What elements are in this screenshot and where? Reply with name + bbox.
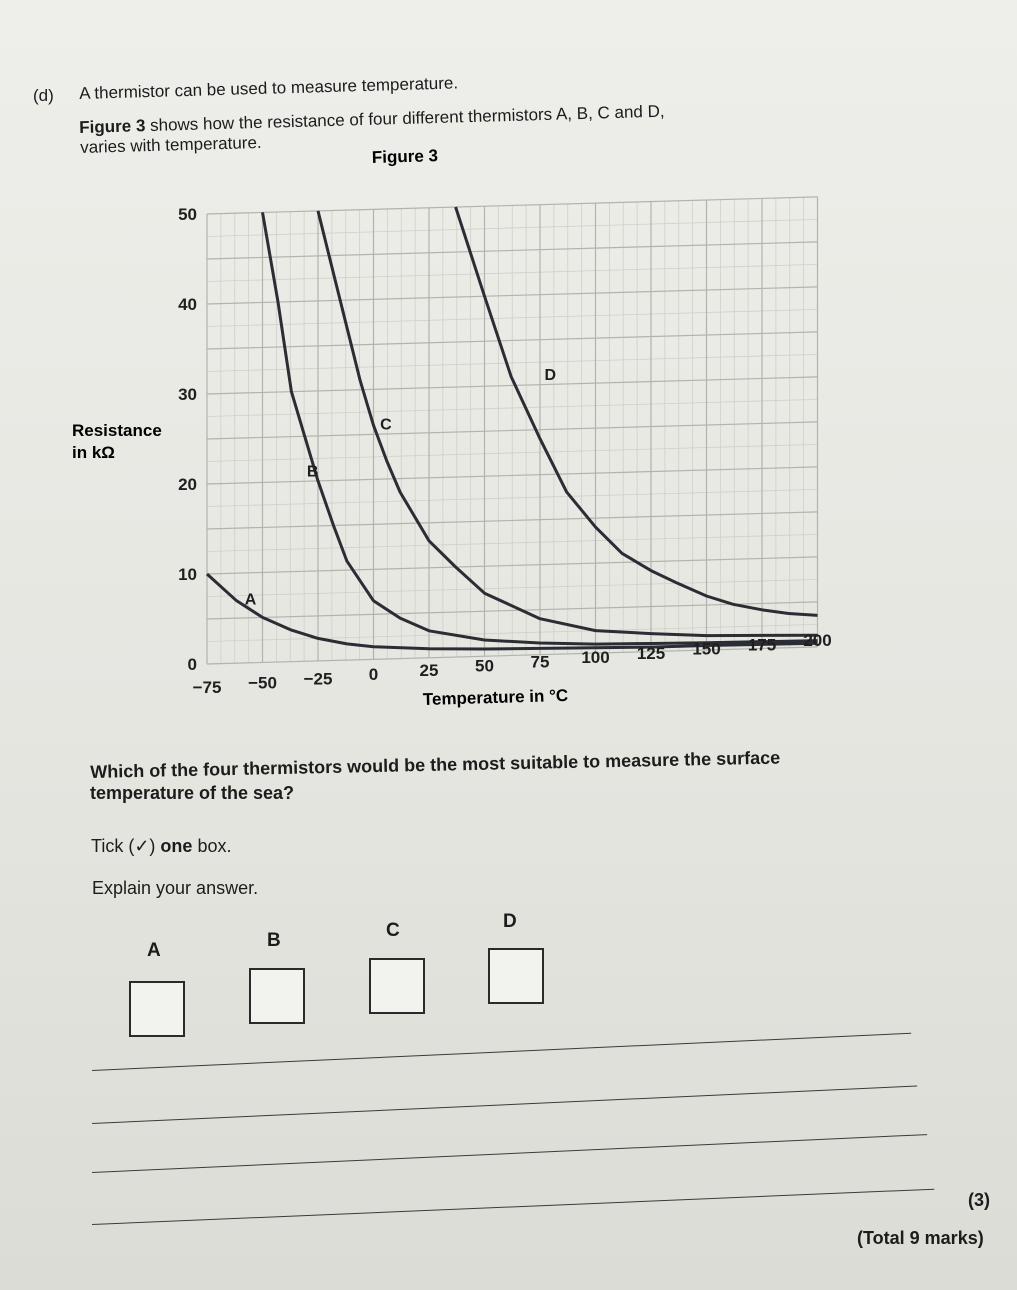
figure-reference-line2: varies with temperature. xyxy=(80,132,262,157)
x-tick-label: 25 xyxy=(419,660,439,680)
series-label-c: C xyxy=(380,416,392,434)
x-axis-label: Temperature in °C xyxy=(422,685,569,709)
answer-line-2[interactable] xyxy=(92,1086,917,1124)
checkbox-d[interactable] xyxy=(488,948,544,1004)
y-tick-label: 40 xyxy=(178,295,197,314)
series-label-a: A xyxy=(244,591,257,609)
x-tick-label: 0 xyxy=(368,665,379,685)
total-marks: (Total 9 marks) xyxy=(857,1228,984,1248)
tick-instruction-post: box. xyxy=(197,836,232,856)
x-tick-label: 50 xyxy=(475,656,494,676)
question-marks: (3) xyxy=(968,1190,990,1210)
y-tick-label: 0 xyxy=(187,655,197,674)
checkbox-a[interactable] xyxy=(129,981,185,1037)
x-tick-label: −50 xyxy=(248,673,277,693)
x-tick-label: 175 xyxy=(747,635,777,655)
x-tick-label: 125 xyxy=(636,643,666,663)
series-line-d xyxy=(456,207,818,615)
option-label-b: B xyxy=(267,930,281,951)
series-label-d: D xyxy=(544,367,557,385)
y-tick-label: 30 xyxy=(178,385,197,404)
y-axis-label-line1: Resistance xyxy=(72,421,162,440)
x-tick-label: 100 xyxy=(581,648,610,668)
checkbox-b[interactable] xyxy=(249,968,305,1024)
y-tick-label: 10 xyxy=(178,565,197,584)
option-label-d: D xyxy=(503,911,517,932)
option-label-c: C xyxy=(386,920,400,941)
figure-reference: Figure 3 xyxy=(79,116,146,137)
question-intro: A thermistor can be used to measure temperature. xyxy=(79,73,459,103)
answer-line-3[interactable] xyxy=(92,1134,927,1173)
question-text-line2: temperature of the sea? xyxy=(90,783,295,803)
x-tick-label: 200 xyxy=(803,630,832,650)
x-tick-label: −25 xyxy=(303,669,333,689)
explain-instruction: Explain your answer. xyxy=(92,878,259,898)
question-part: (d) xyxy=(33,86,54,105)
question-text-line1: Which of the four thermistors would be the most suitable to measure the surface xyxy=(90,747,781,782)
tick-instruction xyxy=(91,836,231,857)
figure-title: Figure 3 xyxy=(371,146,439,167)
option-label-a: A xyxy=(147,940,161,961)
answer-line-4[interactable] xyxy=(92,1189,934,1225)
y-axis-label-line2: in kΩ xyxy=(72,443,115,462)
answer-line-1[interactable] xyxy=(92,1033,911,1071)
y-tick-label: 20 xyxy=(178,475,197,494)
series-label-b: B xyxy=(306,463,319,481)
figure-reference-rest: shows how the resistance of four different thermistors A, B, C and D, xyxy=(149,101,665,136)
tick-instruction-pre: Tick (✓) xyxy=(91,836,156,856)
tick-instruction-emphasis: one xyxy=(160,836,193,856)
x-tick-label: −75 xyxy=(192,678,222,697)
checkbox-c[interactable] xyxy=(369,958,425,1014)
x-tick-label: 150 xyxy=(692,639,721,659)
y-tick-label: 50 xyxy=(178,205,197,224)
x-tick-label: 75 xyxy=(530,652,550,672)
